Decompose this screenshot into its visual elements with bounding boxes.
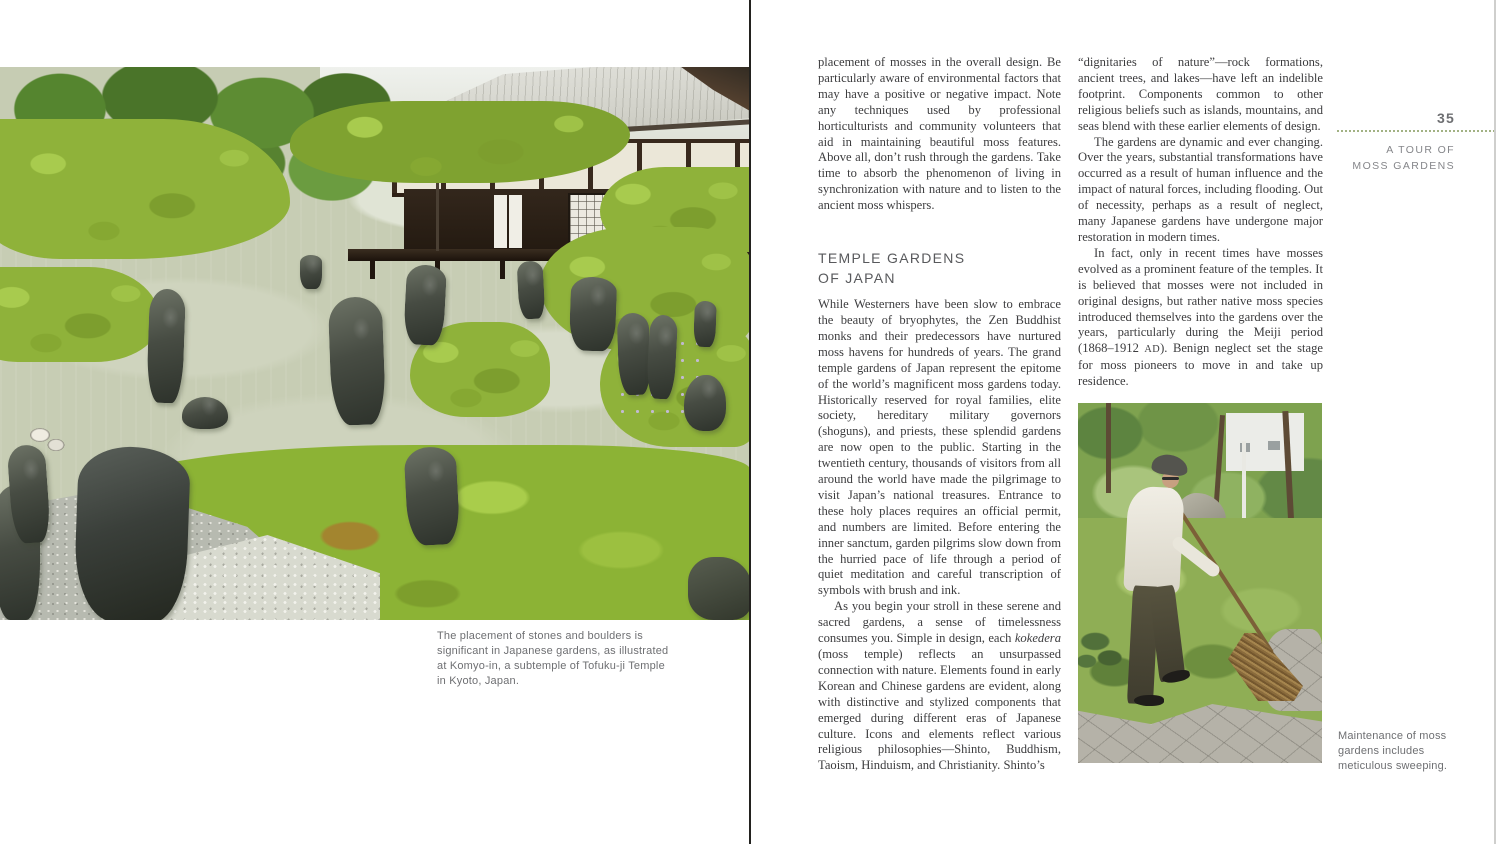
boulder	[684, 375, 726, 431]
garden-photo	[0, 67, 750, 620]
sweeping-photo	[1078, 403, 1322, 763]
standing-stone	[517, 260, 546, 319]
era-abbreviation: AD	[1144, 344, 1161, 356]
running-header-line: MOSS GARDENS	[1352, 160, 1455, 172]
page-number: 35	[1437, 110, 1455, 126]
section-heading	[818, 248, 1061, 288]
heading-line: OF JAPAN	[818, 270, 896, 287]
running-header	[1300, 142, 1455, 174]
paragraph: placement of mosses in the overall design. Be particularly aware of environmental factors that may have a positive or negative impact. Note any techniques used by professional horticulturists and community volunteers that aid in maintaining beautiful moss features. Above all, don’t rush through the gardens. Take time to absorb the phenomenon of living in synchronization with nature and to listen to the ancient moss whispers.	[818, 55, 1061, 213]
standing-stone	[300, 255, 322, 289]
paragraph: As you begin your stroll in these serene and sacred gardens, a sense of timelessness consumes you. Simple in design, each kokedera (moss temple) reflects an unsurpassed connection with nature. Elements found in early Korean and Chinese gardens are evident, along with distinctive and stylized components that emerged during different eras of Japanese culture. Icons and elements reflect various religious philosophies—Shinto, Buddhism, Taoism, Hinduism, and Christianity. Shinto’s	[818, 599, 1061, 773]
paragraph: In fact, only in recent times have mosses evolved as a prominent feature of the temples. It is believed that mosses were not included in original designs, but rather native moss species introduced themselves into the gardens over the years, particularly during the Meiji period (1868–1912 AD). Benign neglect set the stage for moss pioneers to move in and take up residence.	[1078, 245, 1324, 389]
standing-stone	[569, 276, 618, 352]
veranda-post	[500, 260, 505, 279]
text-column-1	[818, 55, 1061, 774]
moss-mound	[0, 267, 160, 362]
standing-stone	[403, 264, 447, 346]
page-edge-line	[1494, 0, 1496, 844]
lamp-post	[1242, 441, 1246, 529]
standing-stone	[693, 301, 717, 348]
moss-mound	[0, 119, 290, 259]
background-building	[1226, 413, 1304, 471]
photo-caption: Maintenance of moss gardens includes meticulous sweeping.	[1338, 730, 1448, 772]
paragraph: The gardens are dynamic and ever changing. Over the years, substantial transformations have occurred as a result of human influence and the impact of natural forces, including flooding. Out of necessity, perhaps as a result of neglect, many Japanese gardens have undergone major restoration in modern times.	[1078, 134, 1323, 244]
door-panel	[509, 195, 522, 248]
dotted-rule	[1337, 130, 1497, 132]
running-header-line: A TOUR OF	[1386, 144, 1455, 156]
glasses	[1162, 477, 1179, 480]
photo-caption: The placement of stones and boulders is significant in Japanese gardens, as illustrated at Komyo-in, a subtemple of Tofuku-ji Temple in Kyoto, Japan.	[437, 630, 669, 687]
tree-trunk	[1106, 403, 1111, 493]
boulder	[182, 397, 228, 429]
standing-stone	[403, 446, 460, 547]
standing-stone	[328, 296, 386, 426]
large-foreground-stone	[73, 445, 191, 620]
page-gutter-line	[749, 0, 751, 844]
paragraph: “dignitaries of nature”—rock formations, ancient trees, and lakes—have left an indelible footprint. Components common to other religious beliefs such as islands, mountains, and seas blend with these earlier elements of design.	[1078, 55, 1323, 133]
standing-stone	[617, 312, 652, 395]
text-column-2	[1078, 55, 1323, 390]
italic-term: kokedera	[1014, 631, 1061, 646]
moss-mound	[290, 101, 630, 183]
paragraph: While Westerners have been slow to embrace the beauty of bryophytes, the Zen Buddhist monks and their predecessors have nurtured moss havens for hundreds of years. The grand temple gardens of Japan represent the epitome of the world’s magnificent moss gardens today. Historically reserved for royal families, elite society, hereditary military governors (shoguns), and priests, these splendid gardens are now open to the public. Starting in the twentieth century, thousands of visitors from all around the world have made the pilgrimage to visit Japan’s national treasures. Entrance to these holy places requires an official permit, and numbers are limited. Before entering the inner sanctum, garden pilgrims slow down from the hurried pace of life through a period of quiet meditation and careful transcription of symbols with brush and ink.	[818, 297, 1061, 598]
pebbles	[330, 537, 700, 620]
pebbles	[26, 425, 70, 455]
veranda-post	[370, 260, 375, 279]
standing-stone	[146, 288, 186, 403]
door-panel	[494, 195, 507, 248]
heading-line: TEMPLE GARDENS	[818, 250, 966, 267]
gardener-shoe	[1134, 695, 1164, 706]
shrub	[1078, 615, 1130, 681]
